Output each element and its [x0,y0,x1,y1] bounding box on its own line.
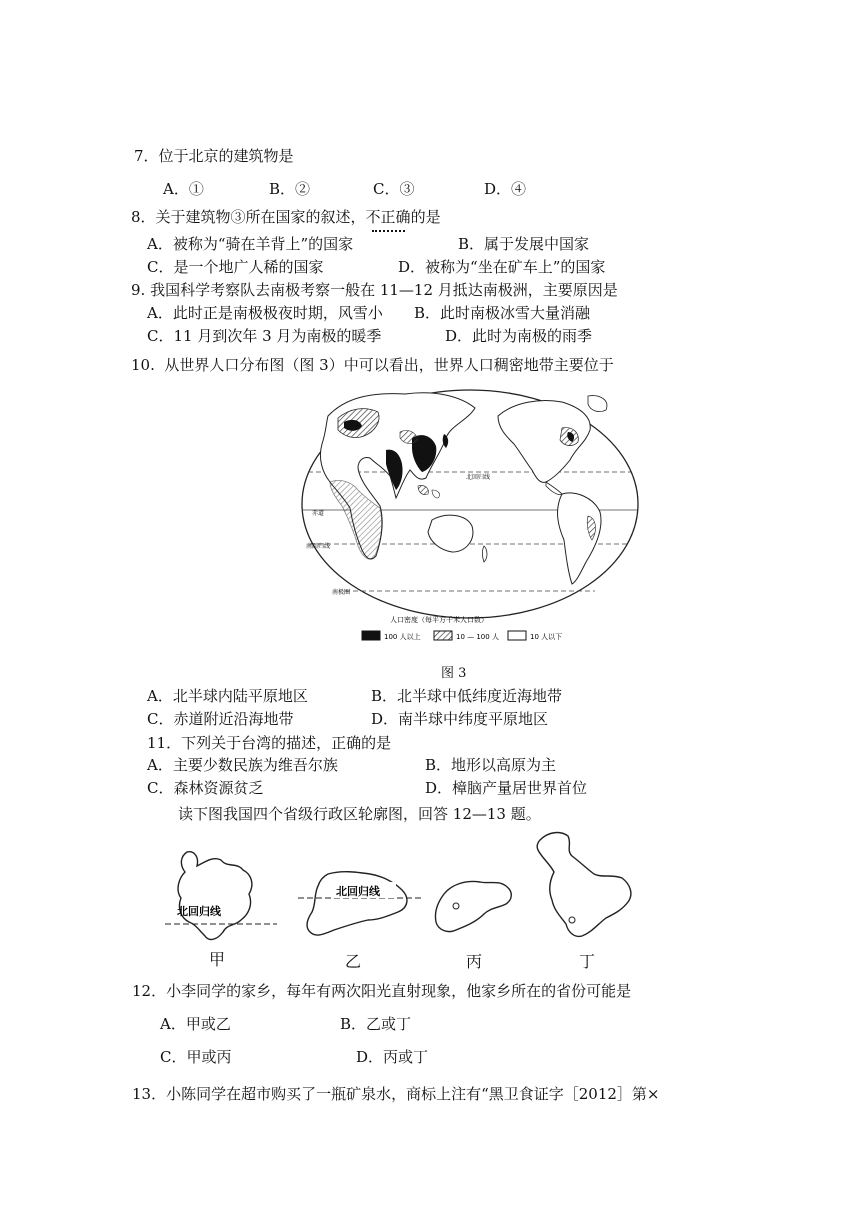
q11-stem: 11．下列关于台湾的描述，正确的是 [147,734,392,752]
q9-option-d: D．此时为南极的雨季 [445,327,593,345]
q7-option-c: C．③ [373,180,415,198]
label-tropic-of-capricorn: 南回归线 [306,543,331,550]
q9-option-c: C．11 月到次年 3 月为南极的暖季 [147,327,382,345]
q9-stem: 9. 我国科学考察队去南极考察一般在 11—12 月抵达南极洲，主要原因是 [131,281,618,299]
intro-12-13: 读下图我国四个省级行政区轮廓图，回答 12—13 题。 [178,805,541,823]
legend-label-dense: 100 人以上 [384,633,421,641]
province-label-bing: 丙 [466,952,483,971]
q11-option-c: C．森林资源贫乏 [147,779,264,797]
q11-option-a: A．主要少数民族为维吾尔族 [147,756,338,774]
province-jia-tropic-label: 北回归线 [177,905,221,918]
province-ding-outline [530,828,640,944]
q8-stem-emphasis: 不正确 [365,208,411,226]
province-bing-outline [432,874,520,938]
q7-option-d: D．④ [484,180,527,198]
q10-option-c: C．赤道附近沿海地带 [147,710,294,728]
province-label-ding: 丁 [579,952,596,971]
q11-option-d: D．樟脑产量居世界首位 [425,779,588,797]
q9-option-a: A．此时正是南极极夜时期，风雪小 [147,304,383,322]
province-label-yi: 乙 [345,952,362,971]
legend-label-sparse: 10 人以下 [530,633,563,641]
legend-swatch-dense [362,631,380,640]
world-population-map [300,386,640,648]
label-antarctic-circle: 南极圈 [332,589,351,596]
q7-stem: 7．位于北京的建筑物是 [134,147,294,165]
q12-option-c: C．甲或丙 [160,1048,232,1066]
label-equator: 赤道 [312,510,325,517]
q12-stem: 12．小李同学的家乡，每年有两次阳光直射现象，他家乡所在的省份可能是 [132,982,632,1000]
province-yi-tropic-label: 北回归线 [336,885,380,898]
legend-swatch-medium [434,631,452,640]
legend-label-medium: 10 — 100 人 [456,633,499,641]
province-label-jia: 甲 [209,950,226,969]
q12-option-a: A．甲或乙 [160,1015,231,1033]
q13-stem: 13．小陈同学在超市购买了一瓶矿泉水，商标上注有“黑卫食证字［2012］第× [132,1085,660,1103]
legend-swatch-sparse [508,631,526,640]
q10-option-d: D．南半球中纬度平原地区 [371,710,549,728]
q8-option-c: C．是一个地广人稀的国家 [147,258,324,276]
q12-option-b: B．乙或丁 [340,1015,412,1033]
q8-stem [131,207,441,227]
q10-option-b: B．北半球中低纬度近海地带 [371,687,563,705]
q8-option-d: D．被称为“坐在矿车上”的国家 [398,258,606,276]
q7-option-b: B．② [269,180,311,198]
q8-stem-suffix: 的是 [410,208,441,226]
q8-option-a: A．被称为“骑在羊背上”的国家 [147,235,354,253]
province-yi-outline [298,868,424,942]
label-tropic-of-cancer: 北回归线 [466,474,491,481]
figure-3-caption: 图 3 [441,666,467,681]
q7-option-a: A．① [163,180,204,198]
q11-option-b: B．地形以高原为主 [425,756,557,774]
q8-stem-prefix: 8．关于建筑物③所在国家的叙述， [131,208,366,226]
q8-option-b: B．属于发展中国家 [458,235,590,253]
q10-stem: 10. 从世界人口分布图（图 3）中可以看出，世界人口稠密地带主要位于 [131,356,614,374]
q10-option-a: A．北半球内陆平原地区 [147,687,308,705]
q9-option-b: B．此时南极冰雪大量消融 [414,304,591,322]
legend-title: 人口密度（每平方千米人口数） [390,616,488,624]
province-jia-outline [165,848,277,948]
q12-option-d: D．丙或丁 [356,1048,429,1066]
